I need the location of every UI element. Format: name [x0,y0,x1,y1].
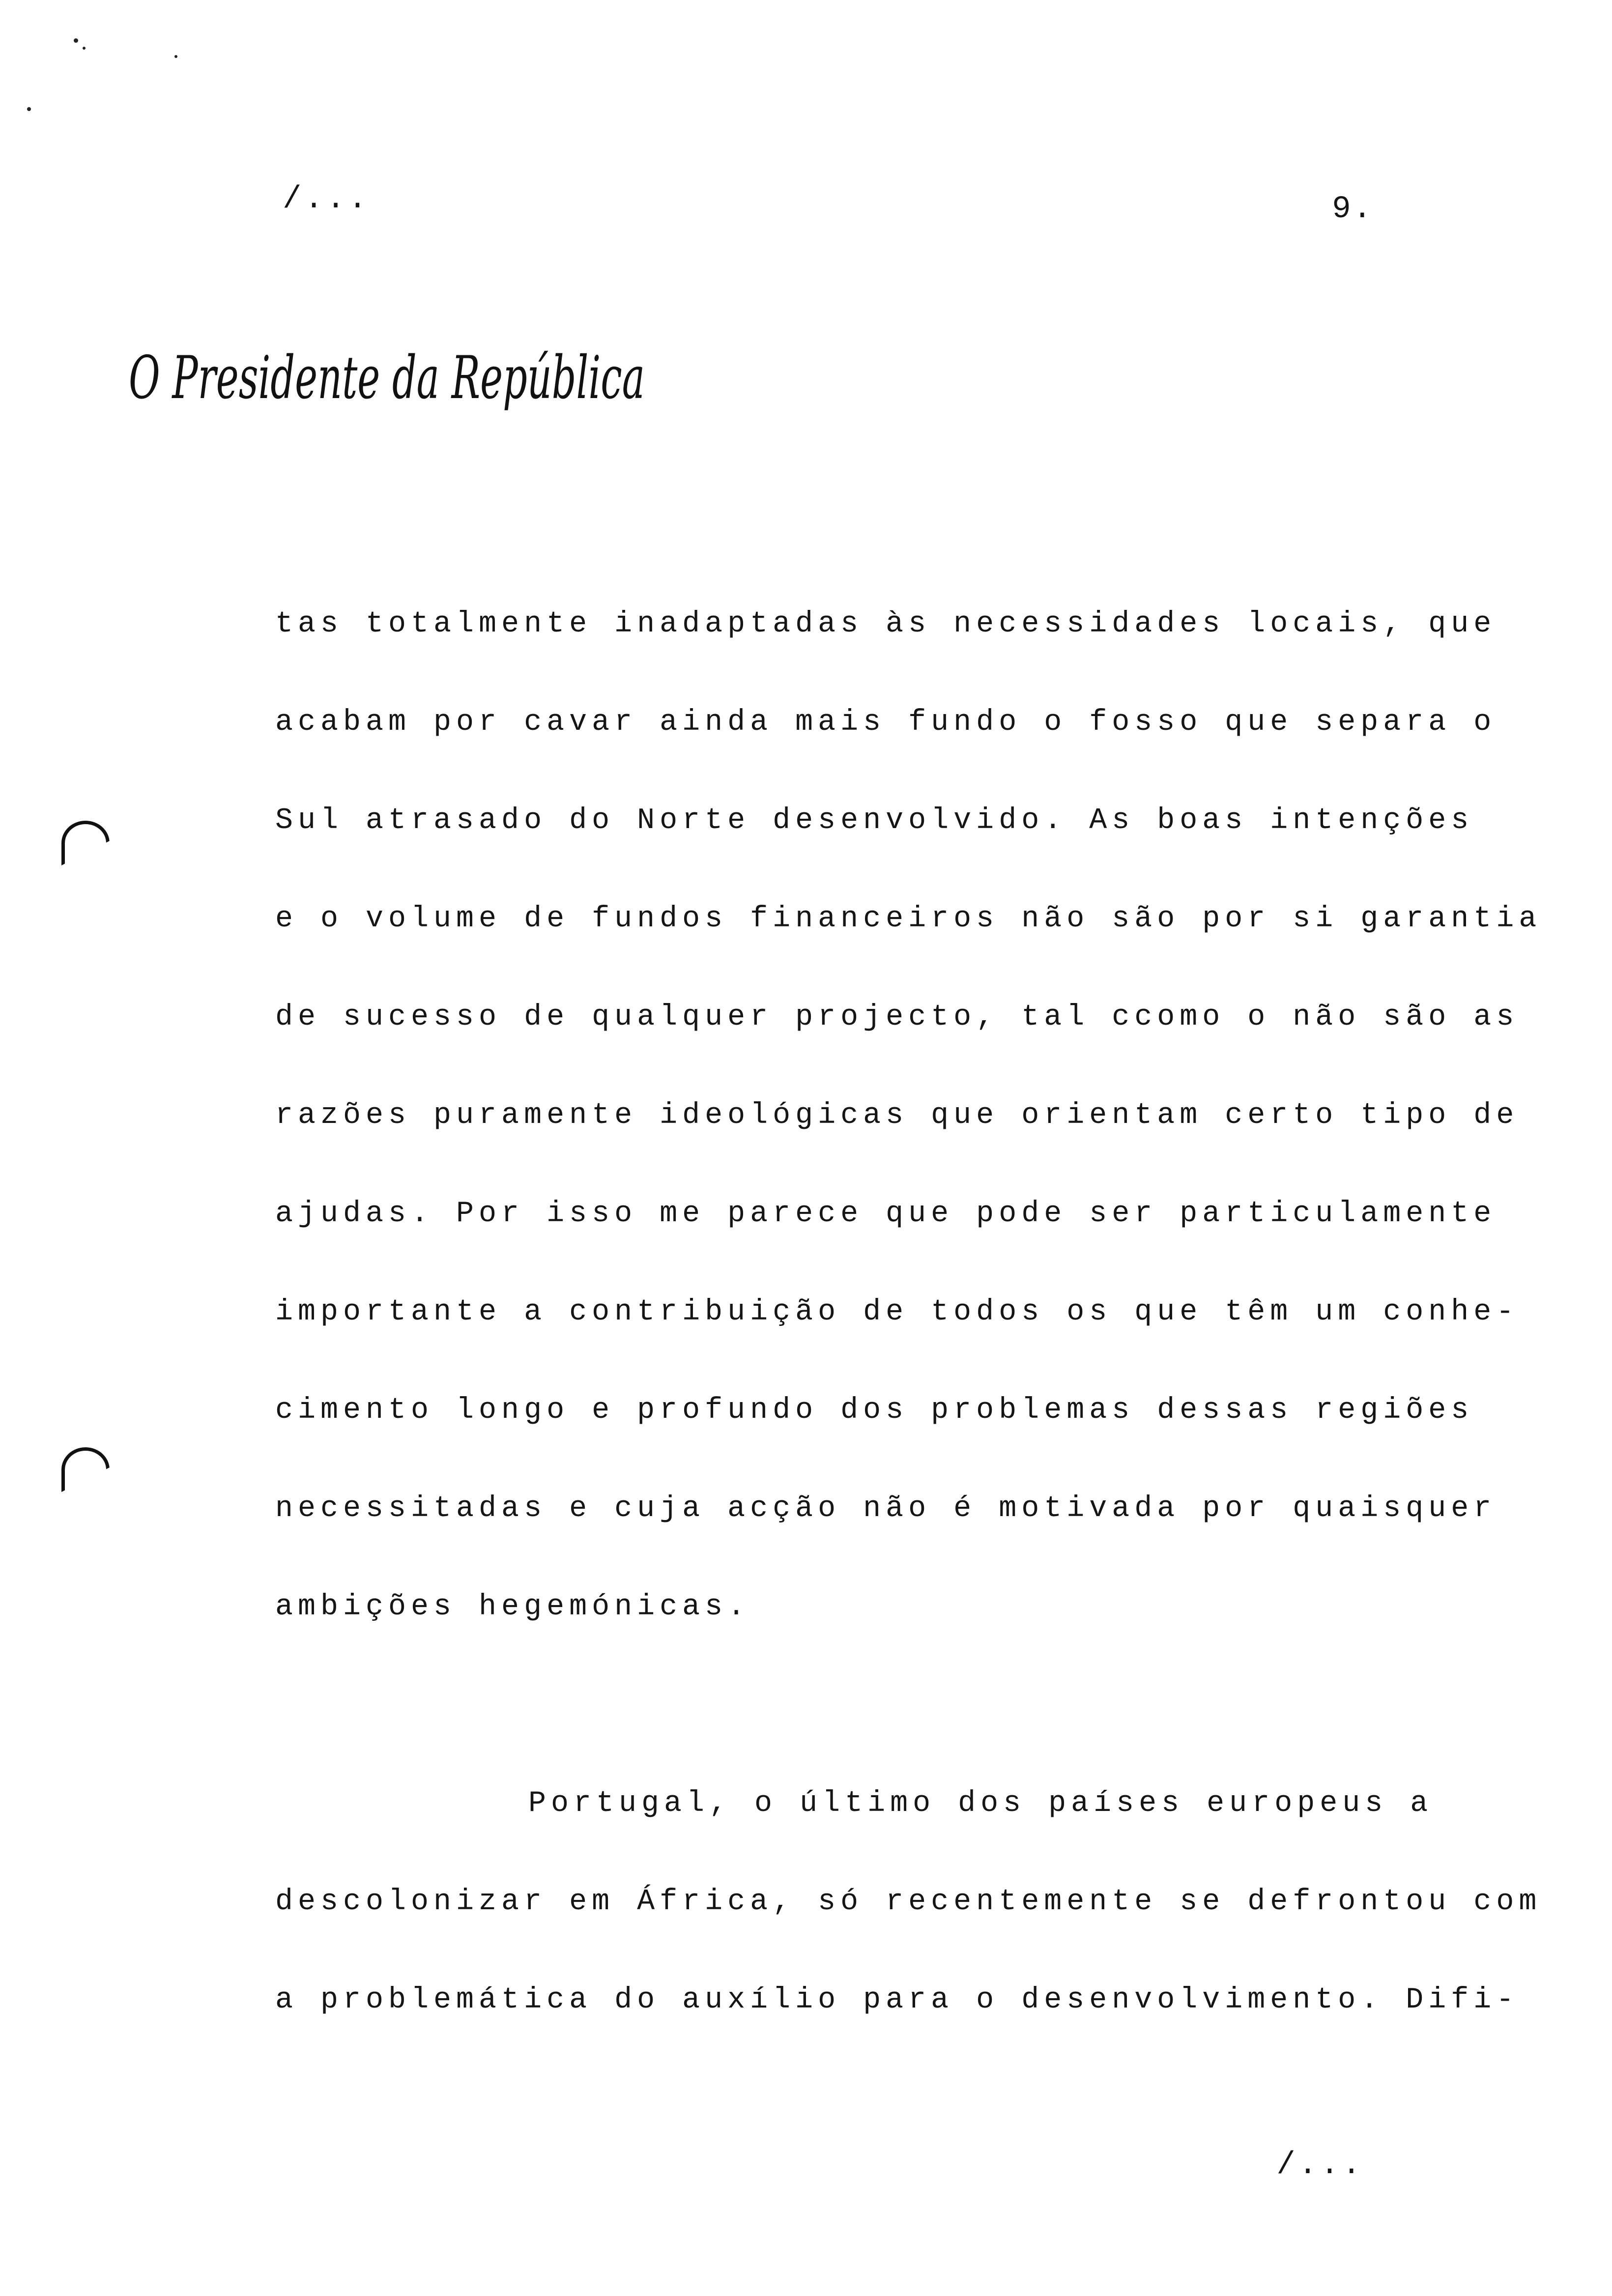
page-number: 9. [1332,192,1374,227]
punch-hole-mark [61,1447,110,1492]
text-line: cimento longo e profundo dos problemas dessas regiões [275,1394,1474,1427]
paragraph-1 [275,595,1542,1676]
paragraph-gap [275,1676,1376,1774]
text-line: Portugal, o último dos países europeus a [528,1787,1433,1820]
text-line: necessitadas e cuja acção não é motivada por quaisquer [275,1492,1497,1525]
text-line: de sucesso de qualquer projecto, tal ccomo o não são as [275,1001,1519,1034]
punch-hole-mark [61,821,110,865]
text-line: acabam por cavar ainda mais fundo o fosso que separa o [275,706,1497,739]
scan-speck [74,38,78,43]
text-line: tas totalmente inadaptadas às necessidades locais, que [275,607,1497,641]
scan-speck [27,107,31,111]
text-line: importante a contribuição de todos os que têm um conhe- [275,1295,1519,1329]
text-line: ambições hegemónicas. [275,1590,750,1624]
text-line: razões puramente ideológicas que orientam certo tipo de [275,1099,1519,1132]
continuation-marker-top: /... [283,182,370,217]
paragraph-2 [275,1774,1542,2069]
continuation-marker-bottom: /... [1276,2148,1364,2183]
letterhead-text: O Presidente da República [129,344,645,412]
scan-speck [83,47,86,50]
text-line: ajudas. Por isso me parece que pode ser particulamente [275,1197,1497,1231]
letterhead [129,329,650,432]
body-text [275,595,1542,2069]
text-line: descolonizar em África, só recentemente se defrontou com [275,1885,1542,1919]
text-line: a problemática do auxílio para o desenvolvimento. Difi- [275,1983,1519,2017]
scan-speck [174,55,177,58]
text-line: Sul atrasado do Norte desenvolvido. As boas intenções [275,804,1474,837]
text-line: e o volume de fundos financeiros não são por si garantia [275,902,1542,936]
